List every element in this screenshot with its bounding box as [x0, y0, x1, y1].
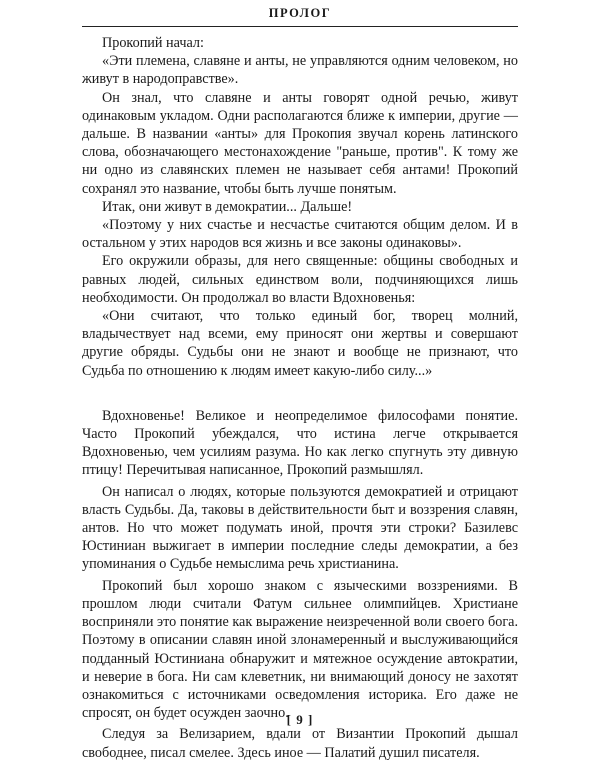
paragraph: Прокопий был хорошо знаком с языческими воззрениями. В прошлом люди считали Фатум сильнее олимпийцев. Христиане восприняли это понятие как выражение неизреченной воли своего бога. Поэтому в описании славян иной злонамеренный и выслуживающийся подданный Юстиниана обнаружит и мятежное осуждение автократии, и неверие в бога. Ни сам клеветник, ни внимающий доносу не захотят ознакомиться с источниками осведомления историка. Его даже не спросят, он будет осужден заочно.	[82, 577, 518, 722]
paragraph: Итак, они живут в демократии... Дальше!	[102, 198, 353, 215]
paragraph: Прокопий начал:	[102, 35, 204, 51]
paragraph: Вдохновенье! Великое и неопределимое философами понятие. Часто Прокопий убеждался, что истина легче открывается Вдохновенью, чем усилиям разума. Но как легко спугнуть эту дивную птицу! Перечитывая написанное, Прокопий размышлял.	[82, 407, 518, 479]
paragraph: Его окружили образы, для него священные: общины свободных и равных людей, сильных единством воли, подчиняющихся лишь необходимости. Он продолжал во власти Вдохновенья:	[82, 253, 518, 306]
header-rule	[82, 26, 518, 27]
paragraph: Он написал о людях, которые пользуются демократией и отрицают власть Судьбы. Да, таковы в действительности быт и воззрения славян, антов. Но что может подумать иной, прочтя эти строки? Базилевс Юстиниан выжигает в империи последние следы демократии, а без упоминания о Судьбе немыслима речь христианина.	[82, 483, 518, 573]
paragraph: «Они считают, что только единый бог, творец молний, владычествует над всеми, ему приносят они жертвы и совершают другие обряды. Судьбы они не знают и вообще не признают, что Судьба по отношению к людям имеет какую-либо силу...»	[82, 308, 518, 379]
paragraph: «Эти племена, славяне и анты, не управляются одним человеком, но живут в народоправстве».	[82, 53, 518, 88]
paragraph: «Поэтому у них счастье и несчастье считаются общим делом. И в остальном у этих народов вся жизнь и все законы одинаковы».	[82, 217, 518, 252]
page-number: [ 9 ]	[286, 712, 314, 727]
body-text	[82, 34, 518, 762]
running-header: ПРОЛОГ	[268, 6, 332, 20]
paragraph: Он знал, что славяне и анты говорят одной речью, живут одинаковым укладом. Одни располагаются ближе к империи, другие — дальше. В названии «анты» для Прокопия звучал корень латинского слова, обозначающего местонахождение "раньше, против". К тому же ни одно из славянских племен не называет себя антами! Прокопий сохранял это название, чтобы быть лучше понятым.	[82, 89, 518, 197]
paragraph: Следуя за Велизарием, вдали от Византии Прокопий дышал свободнее, писал смелее. Здесь иное — Палатий душил писателя.	[82, 726, 518, 761]
